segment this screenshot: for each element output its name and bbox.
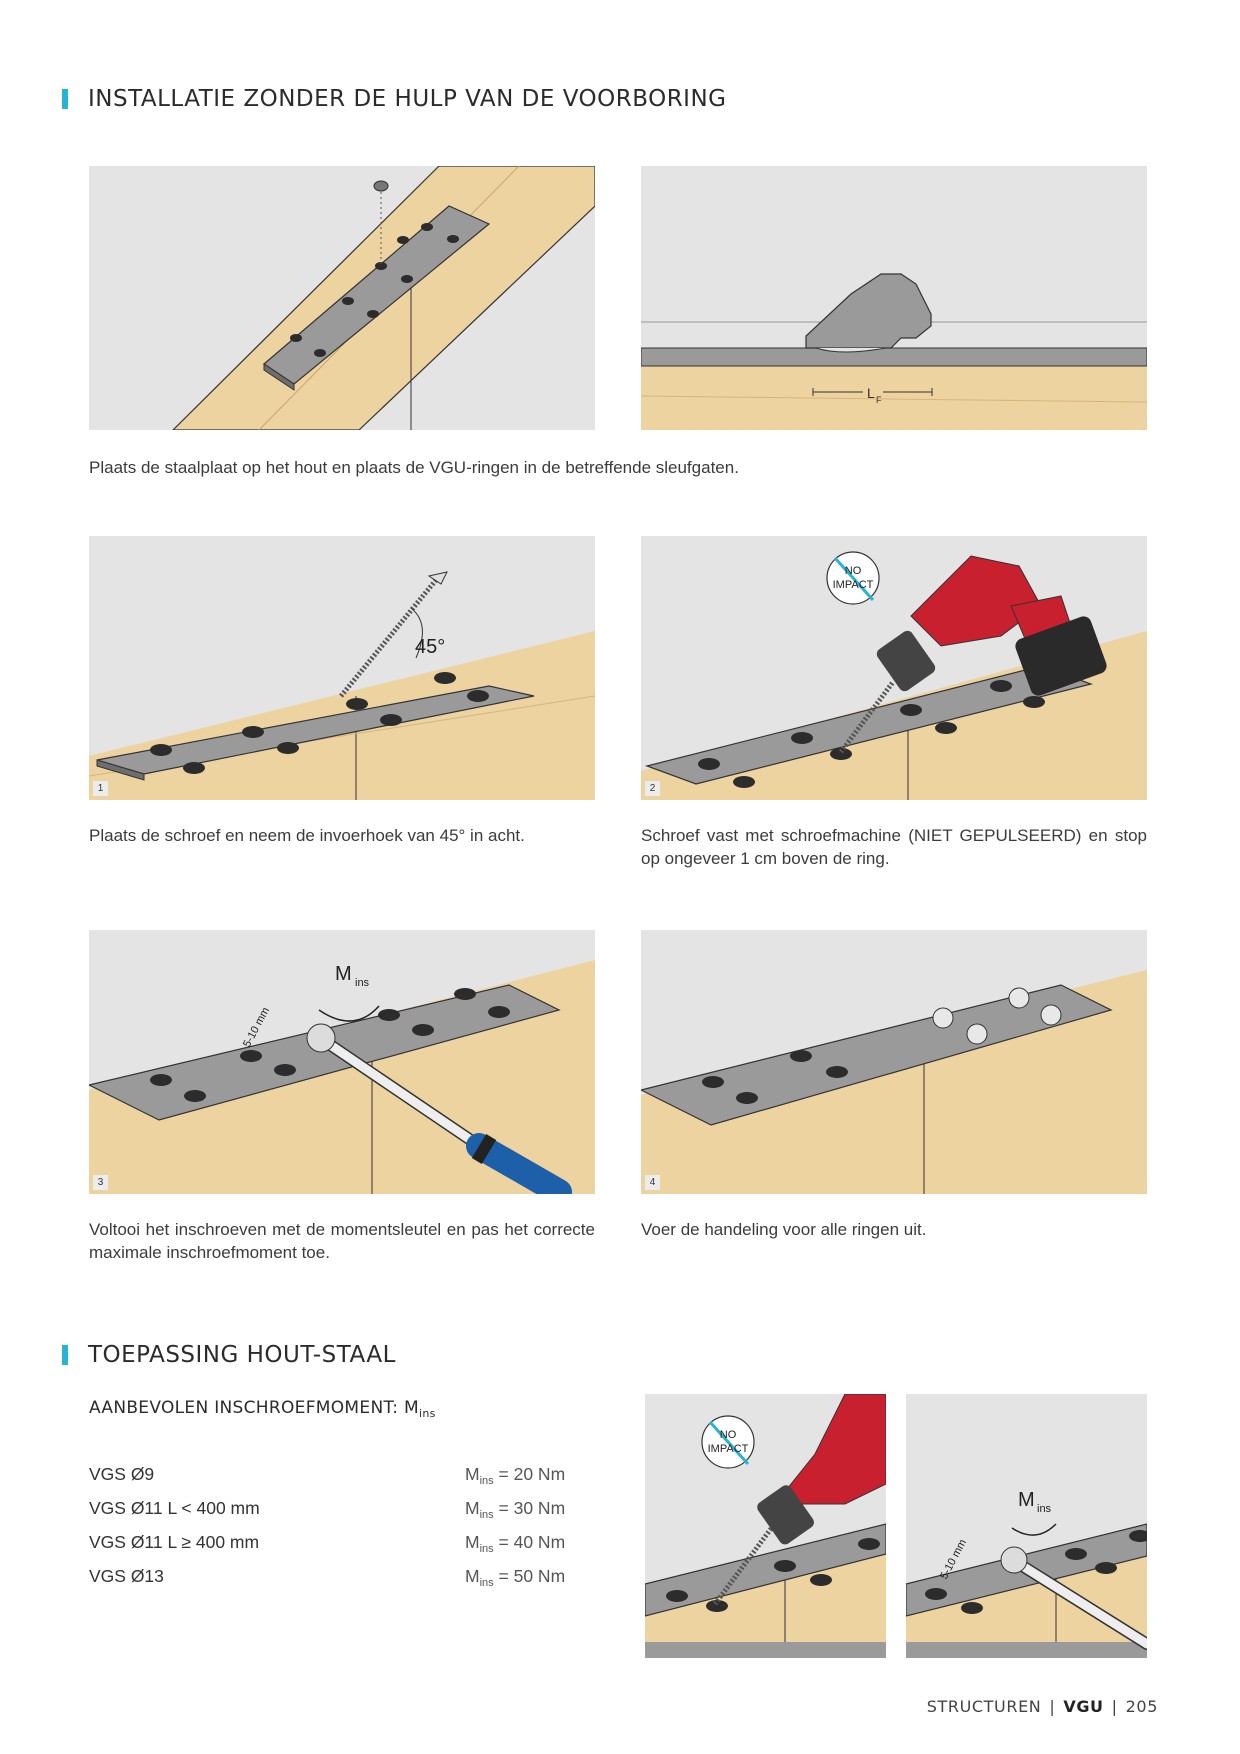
torque-value: $M_{ins} = 30$ Nm: [465, 1498, 566, 1521]
torque-value: $M_{ins} = 20$ Nm: [465, 1464, 566, 1487]
torque-row: [89, 1498, 579, 1522]
torque-label-sub: ins: [1037, 1503, 1052, 1515]
screw-label: VGS Ø13: [89, 1566, 164, 1586]
no-impact-line2: IMPACT: [832, 579, 874, 591]
torque-subheading: [89, 1398, 436, 1420]
figure-drill-steel: [645, 1394, 886, 1658]
no-impact-badge: [827, 552, 879, 604]
section-title-installation: [62, 86, 727, 112]
figure-wrench-steel: [906, 1394, 1147, 1658]
page-footer: STRUCTUREN | VGU | 205: [926, 1697, 1158, 1716]
intro-caption: Plaats de staalplaat op het hout en plaats de VGU-ringen in de betreffende sleufgaten.: [89, 458, 739, 477]
torque-row: [89, 1532, 579, 1556]
step-number: 4: [645, 1175, 660, 1190]
torque-subheading-sub: ins: [418, 1407, 436, 1420]
torque-label: M: [335, 963, 352, 985]
torque-subheading-text: AANBEVOLEN INSCHROEFMOMENT: M: [89, 1398, 419, 1418]
figure-step-2: [641, 536, 1147, 800]
lf-label-sub: F: [876, 395, 882, 405]
gap-label: 5-10 mm: [241, 1005, 273, 1050]
torque-label-sub: ins: [355, 977, 370, 989]
figure-plate-on-beam: [89, 166, 595, 430]
torque-value: $M_{ins} = 50$ Nm: [465, 1566, 566, 1589]
figure-step-3: [89, 930, 595, 1194]
screw-label: VGS Ø9: [89, 1464, 155, 1484]
page-number: 205: [1125, 1697, 1158, 1716]
figure-ring-section: [641, 166, 1147, 430]
gap-label: 5-10 mm: [938, 1537, 970, 1582]
angle-label: 45°: [415, 636, 446, 658]
step-number: 2: [645, 781, 660, 796]
no-impact-badge: [702, 1416, 754, 1468]
torque-row: [89, 1464, 579, 1488]
torque-row: [89, 1566, 579, 1590]
torque-value: $M_{ins} = 40$ Nm: [465, 1532, 566, 1555]
step-4-caption: Voer de handeling voor alle ringen uit.: [641, 1220, 927, 1239]
section-title-timber-steel: [62, 1342, 396, 1368]
title-accent-bar: [62, 1345, 68, 1365]
no-impact-line2: IMPACT: [707, 1443, 749, 1455]
screw-label: VGS Ø11 L < 400 mm: [89, 1498, 260, 1518]
torque-label: M: [1018, 1489, 1035, 1511]
step-3-caption: Voltooi het inschroeven met de momentsleutel en pas het correcte maximale inschroefmoment toe.: [89, 1220, 595, 1262]
lf-label: L: [867, 385, 875, 401]
figure-step-4: [641, 930, 1147, 1194]
no-impact-line1: NO: [719, 1429, 737, 1441]
step-2-caption: Schroef vast met schroefmachine (NIET GEPULSEERD) en stop op ongeveer 1 cm boven de ring.: [641, 826, 1147, 868]
screw-label: VGS Ø11 L ≥ 400 mm: [89, 1532, 260, 1552]
footer-section: STRUCTUREN: [926, 1697, 1042, 1716]
figure-step-1: [89, 536, 595, 800]
no-impact-line1: NO: [844, 565, 862, 577]
step-number: 3: [93, 1175, 108, 1190]
footer-product: VGU: [1063, 1697, 1104, 1716]
section-title-text: TOEPASSING HOUT-STAAL: [88, 1342, 396, 1368]
step-number: 1: [93, 781, 108, 796]
step-1-caption: Plaats de schroef en neem de invoerhoek van 45° in acht.: [89, 826, 525, 845]
title-accent-bar: [62, 89, 68, 109]
section-title-text: INSTALLATIE ZONDER DE HULP VAN DE VOORBORING: [88, 86, 727, 112]
